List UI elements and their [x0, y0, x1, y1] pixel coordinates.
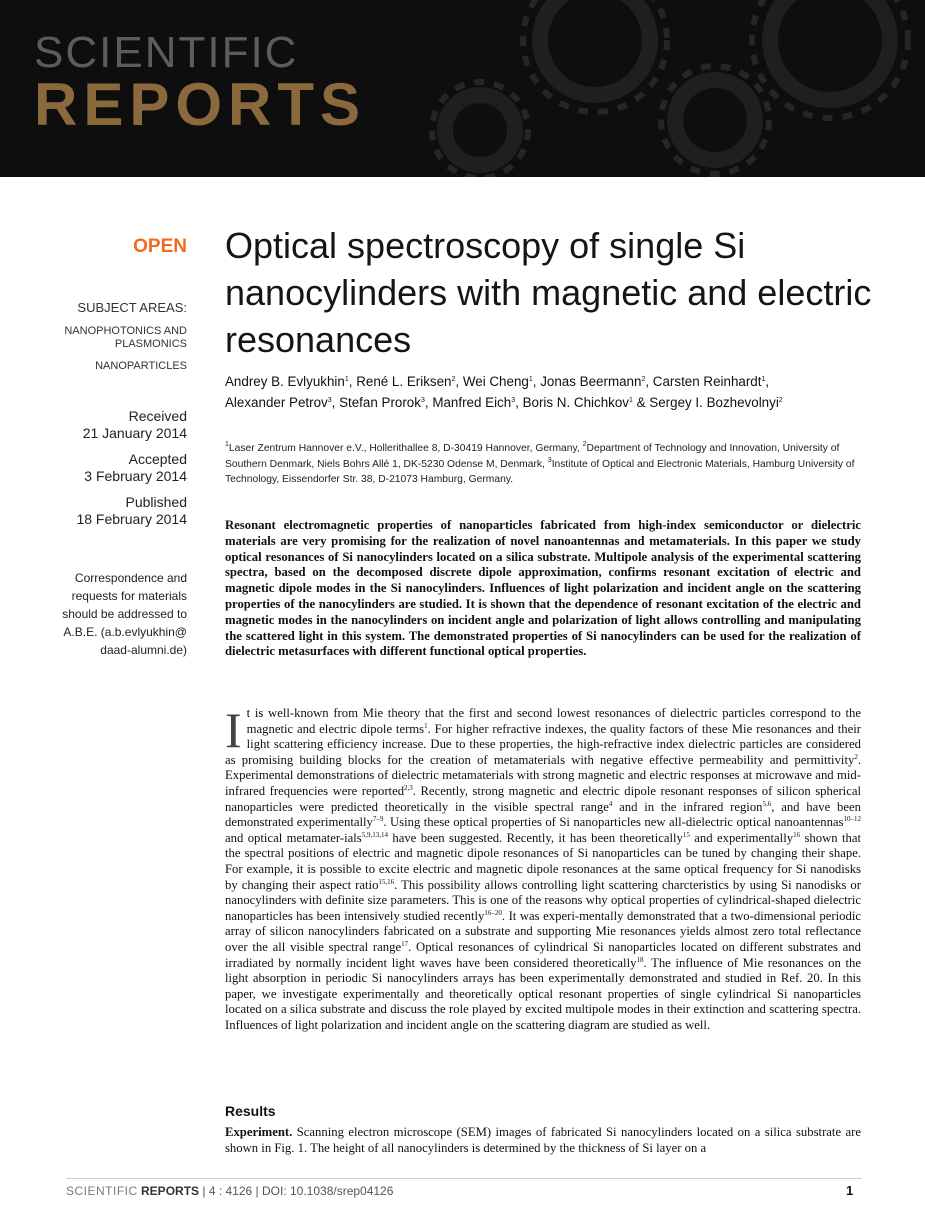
- experiment-paragraph: [225, 1125, 861, 1156]
- affiliation-number: 1: [225, 441, 229, 448]
- author-name: Sergey I. Bozhevolnyi: [649, 395, 779, 410]
- reference-citation[interactable]: 7–9: [372, 815, 384, 824]
- intro-text-segment: . Experimental demonstrations of dielectric metamaterials with strong magnetic and electric responses at microwave and mid-infrared frequencies were reported: [225, 752, 861, 798]
- drop-cap: I: [225, 702, 242, 758]
- reference-citation[interactable]: 17: [401, 939, 409, 948]
- author-affiliation-mark: 2: [641, 376, 646, 383]
- reference-citation[interactable]: 15: [682, 830, 690, 839]
- results-heading: Results: [225, 1103, 276, 1119]
- affiliation-number: 2: [582, 441, 587, 448]
- article-title: Optical spectroscopy of single Si nanocylinders with magnetic and electric resonances: [225, 225, 872, 360]
- page-footer: [66, 1184, 393, 1198]
- intro-text-segment: . This possibility allows controlling light scattering charcteristics by using Si nanodisks or nanocylinders with definite size parameters. This is one of the reasons why optical properties of cylindrical-shaped dielectric nanoparticles has been intensively studied recently: [225, 877, 861, 923]
- correspondence-note: [30, 569, 187, 659]
- page-number: 1: [846, 1183, 854, 1198]
- author-affiliation-mark: 1: [344, 376, 349, 383]
- accepted-label: Accepted: [128, 451, 187, 467]
- subject-link[interactable]: NANOPARTICLES: [95, 360, 187, 372]
- author-name: Wei Cheng: [462, 374, 529, 389]
- author-affiliation-mark: 3: [420, 397, 425, 404]
- author-list: Andrey B. Evlyukhin$^1$, René L. Eriksen$^2$, Wei Cheng$^1$, Jonas Beermann$^2$, Carsten Reinhardt$^1$, Alexander Petrov$^3$, Stefan Prorok$^3$, Manfred Eich$^3$, Boris N. Chichkov$^1$ & Sergey I. Bozhevolnyi$^2$: [225, 374, 783, 410]
- abstract: Resonant electromagnetic properties of nanoparticles fabricated from high-index semiconductor or dielectric materials are very promising for the realization of novel nanoantennas and metamaterials. In this paper we study optical resonances of Si nanocylinders located on a silica substrate. Multipole analysis of the experimental scattering spectra, based on the decomposed discrete dipole approximation, confirms resonant excitation of electric and magnetic dipole modes in the Si nanocylinders. Influences of light polarization and incident angle on the scattering properties of the nanocylinders are studied. It is shown that the dependence of resonant excitation of the electric and magnetic modes in the nanocylinders on incident angle and polarization of light allows controlling and manipulating the scattered light in this system. The demonstrated properties of Si nanocylinders can be used for the realization of dielectric metasurfaces with different functional optical properties.: [225, 518, 861, 659]
- published-date: 18 February 2014: [76, 511, 187, 527]
- intro-text-segment: t is well-known from Mie theory that the first and second lowest resonances of dielectric particles correspond to the magnetic and electric dipole terms: [246, 706, 861, 736]
- intro-text-segment: . Optical resonances of cylindrical Si nanoparticles located on different substrates and irradiated by normally incident light waves have been considered theoretically: [225, 939, 861, 970]
- footer-journal-bold: REPORTS: [141, 1184, 200, 1198]
- intro-text-segment: . Recently, strong magnetic and electric dipole resonant responses of silicon spherical nanoparticles were predicted theoretically in the visible spectral range: [225, 783, 861, 814]
- author-affiliation-mark: 1: [629, 397, 633, 404]
- reference-citation[interactable]: 2,3: [404, 783, 413, 792]
- intro-text-segment: , and have been demonstrated experimentally: [225, 799, 861, 830]
- reference-citation[interactable]: 5,9,13,14: [361, 830, 388, 839]
- accepted-date: 3 February 2014: [84, 468, 187, 484]
- reference-citation[interactable]: 16–20: [484, 908, 502, 917]
- received-date: 21 January 2014: [82, 425, 187, 441]
- author-name: Manfred Eich: [432, 395, 512, 410]
- intro-text-segment: . The influence of Mie resonances on the light absorption in periodic Si nanocylinders arrays has been experimentally demonstrated and studied in Ref. 20. In this paper, we investigate experimentally and theoretically optical resonant properties of single cylindrical Si nanoparticles located on a silica substrate and discuss the role played by excited multipole modes in their extinction and scattering spectra. Influences of light polarization and incident angle on the scattering diagram are studied as well.: [225, 955, 862, 1032]
- author-name: Alexander Petrov: [225, 395, 328, 410]
- affiliation-text: Institute of Optical and Electronic Materials, Hamburg University of Technology, Eissendorfer Str. 38, D-21073 Hamburg, Germany.: [225, 458, 855, 485]
- correspondence-line: Correspondence and: [74, 571, 187, 585]
- received-label: Received: [128, 408, 187, 424]
- affiliations: [225, 441, 875, 488]
- reference-citation[interactable]: 16: [793, 830, 801, 839]
- author-affiliation-mark: 2: [451, 376, 456, 383]
- affiliation-text: Department of Technology and Innovation, University of Southern Denmark, Niels Bohrs Allé 1, DK-5230 Odense M, Denmark,: [225, 443, 840, 470]
- experiment-label: Experiment.: [225, 1125, 293, 1139]
- intro-text-segment: and in the infrared region: [612, 799, 763, 814]
- author-affiliation-mark: 1: [528, 376, 533, 383]
- author-name: Carsten Reinhardt: [652, 374, 762, 389]
- journal-name-line1: SCIENTIFIC: [34, 28, 299, 77]
- published-label: Published: [125, 494, 187, 510]
- intro-text-segment: . Using these optical properties of Si nanoparticles new all-dielectric optical nanoantennas: [383, 815, 844, 830]
- reference-citation[interactable]: 4: [608, 799, 613, 808]
- open-access-label: OPEN: [133, 236, 187, 257]
- affiliation-text: Laser Zentrum Hannover e.V., Hollerithallee 8, D-30419 Hannover, Germany,: [228, 443, 583, 454]
- intro-text-segment: shown that the spectral positions of electric and magnetic dipole resonances of Si nanoparticles can be tuned by changing their shape. For example, it is possible to excite electric and magnetic dipole resonances at the same optical frequency for Si nanodisks by changing their aspect ratio: [225, 830, 861, 892]
- correspondence-line: requests for materials: [71, 589, 187, 603]
- intro-text-segment: and experimentally: [689, 830, 794, 845]
- footer-rule: [66, 1178, 862, 1179]
- reference-citation[interactable]: 18: [636, 955, 644, 964]
- intro-text-segment: have been suggested. Recently, it has been theoretically: [387, 830, 683, 845]
- experiment-text: Scanning electron microscope (SEM) images of fabricated Si nanocylinders located on a silica substrate are shown in Fig. 1. The height of all nanocylinders is determined by the thickness of Si layer on a: [225, 1125, 861, 1155]
- correspondence-line: should be addressed to: [62, 607, 187, 621]
- author-affiliation-mark: 3: [511, 397, 516, 404]
- author-name: René L. Eriksen: [356, 374, 452, 389]
- author-affiliation-mark: 1: [761, 376, 766, 383]
- reference-citation[interactable]: 2: [854, 752, 858, 761]
- introduction-text: [225, 702, 862, 1033]
- author-affiliation-mark: 2: [778, 397, 783, 404]
- footer-citation: | 4 : 4126 | DOI: 10.1038/srep04126: [202, 1184, 394, 1198]
- intro-text-segment: and optical metamater-ials: [225, 830, 362, 845]
- reference-citation[interactable]: 15,16: [378, 877, 395, 886]
- correspondence-email[interactable]: A.B.E. (a.b.evlyukhin@: [63, 625, 187, 639]
- author-name: Andrey B. Evlyukhin: [225, 374, 345, 389]
- intro-text-segment: . For higher refractive indexes, the quality factors of these Mie resonances and their light scattering efficiency increase. Due to these properties, the high-refractive index dielectric particles are considered as promising building blocks for the creation of metamaterials with negative effective permeability and permittivity: [225, 721, 862, 767]
- journal-banner: [0, 0, 925, 177]
- reference-citation[interactable]: 1: [424, 721, 428, 730]
- author-name: Jonas Beermann: [540, 374, 642, 389]
- publication-dates: [30, 408, 187, 528]
- author-affiliation-mark: 3: [327, 397, 332, 404]
- author-name: Boris N. Chichkov: [522, 395, 629, 410]
- reference-citation[interactable]: 10–12: [843, 815, 861, 824]
- subject-link[interactable]: NANOPHOTONICS AND: [64, 325, 187, 337]
- reference-citation[interactable]: 5,6: [762, 799, 772, 808]
- subject-link[interactable]: PLASMONICS: [114, 338, 187, 350]
- subject-areas: [30, 300, 187, 373]
- intro-text-segment: . It was experi-mentally demonstrated that a two-dimensional periodic array of silicon nanocylinders fabricated on a substrate and supporting Mie resonances yields almost zero total reflectance over the all visible spectral range: [225, 908, 861, 954]
- subject-heading: SUBJECT AREAS:: [77, 300, 187, 315]
- footer-journal-light: SCIENTIFIC: [66, 1184, 138, 1198]
- affiliation-number: 3: [547, 456, 552, 464]
- correspondence-email[interactable]: daad-alumni.de): [100, 643, 187, 657]
- journal-name-line2: REPORTS: [34, 71, 367, 138]
- author-name: Stefan Prorok: [339, 395, 421, 410]
